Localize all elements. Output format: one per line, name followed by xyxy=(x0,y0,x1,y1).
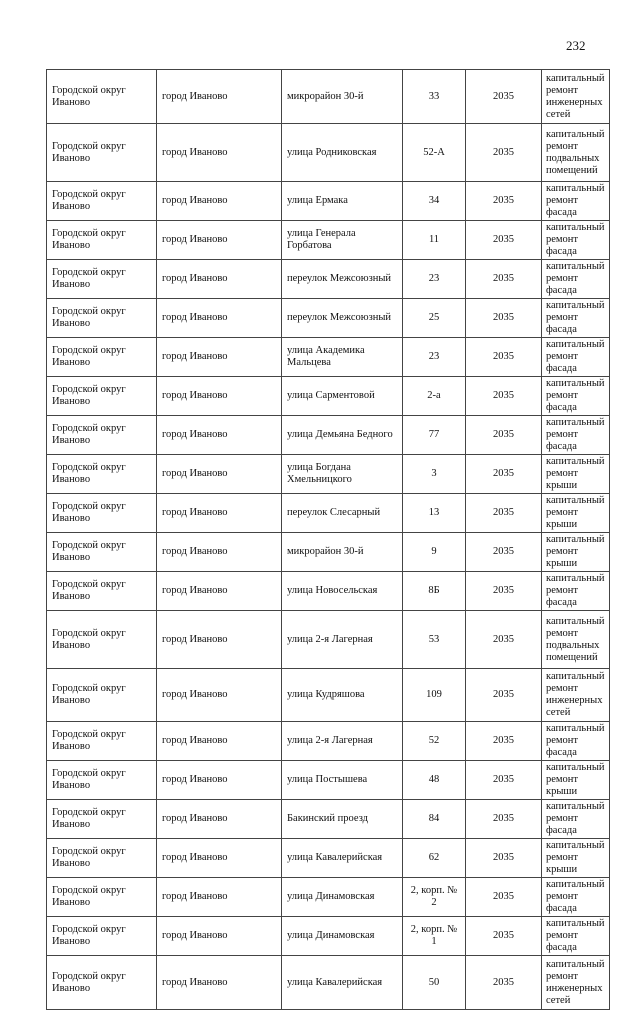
year-cell: 2035 xyxy=(466,611,542,669)
district-cell: Городской округ Иваново xyxy=(47,377,157,416)
street-cell: улица Родниковская xyxy=(282,124,403,182)
house-number-cell: 2, корп. № 1 xyxy=(403,917,466,956)
table-row xyxy=(47,377,610,416)
district-cell: Городской округ Иваново xyxy=(47,124,157,182)
street-cell: улица Генерала Горбатова xyxy=(282,221,403,260)
work-type-cell: капитальный ремонт крыши xyxy=(542,533,610,572)
district-cell: Городской округ Иваново xyxy=(47,611,157,669)
city-cell: город Иваново xyxy=(157,722,282,761)
work-type-cell: капитальный ремонт фасада xyxy=(542,878,610,917)
table-row xyxy=(47,839,610,878)
table-row xyxy=(47,182,610,221)
house-number-cell: 2-а xyxy=(403,377,466,416)
house-number-cell: 9 xyxy=(403,533,466,572)
year-cell: 2035 xyxy=(466,800,542,839)
table-row xyxy=(47,722,610,761)
work-type-cell: капитальный ремонт фасада xyxy=(542,299,610,338)
work-type-cell: капитальный ремонт фасада xyxy=(542,722,610,761)
district-cell: Городской округ Иваново xyxy=(47,260,157,299)
year-cell: 2035 xyxy=(466,956,542,1010)
house-number-cell: 77 xyxy=(403,416,466,455)
city-cell: город Иваново xyxy=(157,533,282,572)
house-number-cell: 48 xyxy=(403,761,466,800)
table-row xyxy=(47,572,610,611)
year-cell: 2035 xyxy=(466,839,542,878)
work-type-cell: капитальный ремонт фасада xyxy=(542,377,610,416)
page-number: 232 xyxy=(566,38,586,53)
district-cell: Городской округ Иваново xyxy=(47,70,157,124)
street-cell: переулок Межсоюзный xyxy=(282,260,403,299)
street-cell: улица 2-я Лагерная xyxy=(282,611,403,669)
street-cell: улица Кавалерийская xyxy=(282,839,403,878)
table-row xyxy=(47,800,610,839)
work-type-cell: капитальный ремонт фасада xyxy=(542,572,610,611)
year-cell: 2035 xyxy=(466,455,542,494)
house-number-cell: 2, корп. № 2 xyxy=(403,878,466,917)
table-row xyxy=(47,761,610,800)
table-row xyxy=(47,124,610,182)
city-cell: город Иваново xyxy=(157,839,282,878)
house-number-cell: 109 xyxy=(403,669,466,722)
work-type-cell: капитальный ремонт фасада xyxy=(542,221,610,260)
street-cell: улица Динамовская xyxy=(282,878,403,917)
district-cell: Городской округ Иваново xyxy=(47,221,157,260)
year-cell: 2035 xyxy=(466,878,542,917)
house-number-cell: 8Б xyxy=(403,572,466,611)
street-cell: улица Новосельская xyxy=(282,572,403,611)
work-type-cell: капитальный ремонт инженерных сетей xyxy=(542,956,610,1010)
city-cell: город Иваново xyxy=(157,669,282,722)
work-type-cell: капитальный ремонт фасада xyxy=(542,917,610,956)
year-cell: 2035 xyxy=(466,182,542,221)
city-cell: город Иваново xyxy=(157,416,282,455)
year-cell: 2035 xyxy=(466,494,542,533)
table-row xyxy=(47,70,610,124)
city-cell: город Иваново xyxy=(157,70,282,124)
city-cell: город Иваново xyxy=(157,260,282,299)
street-cell: Бакинский проезд xyxy=(282,800,403,839)
city-cell: город Иваново xyxy=(157,124,282,182)
street-cell: улица Богдана Хмельницкого xyxy=(282,455,403,494)
year-cell: 2035 xyxy=(466,533,542,572)
table-row xyxy=(47,533,610,572)
district-cell: Городской округ Иваново xyxy=(47,956,157,1010)
city-cell: город Иваново xyxy=(157,917,282,956)
city-cell: город Иваново xyxy=(157,572,282,611)
street-cell: улица Постышева xyxy=(282,761,403,800)
work-type-cell: капитальный ремонт фасада xyxy=(542,416,610,455)
district-cell: Городской округ Иваново xyxy=(47,761,157,800)
table-row xyxy=(47,956,610,1010)
city-cell: город Иваново xyxy=(157,221,282,260)
year-cell: 2035 xyxy=(466,416,542,455)
year-cell: 2035 xyxy=(466,917,542,956)
work-type-cell: капитальный ремонт подвальных помещений xyxy=(542,611,610,669)
district-cell: Городской округ Иваново xyxy=(47,572,157,611)
city-cell: город Иваново xyxy=(157,338,282,377)
house-number-cell: 11 xyxy=(403,221,466,260)
district-cell: Городской округ Иваново xyxy=(47,878,157,917)
street-cell: переулок Межсоюзный xyxy=(282,299,403,338)
work-type-cell: капитальный ремонт инженерных сетей xyxy=(542,669,610,722)
table-row xyxy=(47,917,610,956)
work-type-cell: капитальный ремонт крыши xyxy=(542,455,610,494)
table-row xyxy=(47,416,610,455)
work-type-cell: капитальный ремонт фасада xyxy=(542,338,610,377)
table-row xyxy=(47,611,610,669)
year-cell: 2035 xyxy=(466,669,542,722)
street-cell: улица Ермака xyxy=(282,182,403,221)
table-row xyxy=(47,338,610,377)
district-cell: Городской округ Иваново xyxy=(47,455,157,494)
year-cell: 2035 xyxy=(466,722,542,761)
table-row xyxy=(47,221,610,260)
year-cell: 2035 xyxy=(466,299,542,338)
district-cell: Городской округ Иваново xyxy=(47,839,157,878)
house-number-cell: 84 xyxy=(403,800,466,839)
house-number-cell: 34 xyxy=(403,182,466,221)
street-cell: микрорайон 30-й xyxy=(282,533,403,572)
work-type-cell: капитальный ремонт фасада xyxy=(542,260,610,299)
work-type-cell: капитальный ремонт крыши xyxy=(542,839,610,878)
table-row xyxy=(47,669,610,722)
year-cell: 2035 xyxy=(466,761,542,800)
house-number-cell: 23 xyxy=(403,338,466,377)
table-row xyxy=(47,878,610,917)
street-cell: улица Кавалерийская xyxy=(282,956,403,1010)
table-row xyxy=(47,494,610,533)
year-cell: 2035 xyxy=(466,572,542,611)
table-row xyxy=(47,455,610,494)
house-number-cell: 33 xyxy=(403,70,466,124)
district-cell: Городской округ Иваново xyxy=(47,494,157,533)
house-number-cell: 25 xyxy=(403,299,466,338)
house-number-cell: 53 xyxy=(403,611,466,669)
street-cell: микрорайон 30-й xyxy=(282,70,403,124)
street-cell: улица Кудряшова xyxy=(282,669,403,722)
house-number-cell: 50 xyxy=(403,956,466,1010)
table-row xyxy=(47,299,610,338)
house-number-cell: 52-А xyxy=(403,124,466,182)
house-number-cell: 13 xyxy=(403,494,466,533)
district-cell: Городской округ Иваново xyxy=(47,533,157,572)
city-cell: город Иваново xyxy=(157,299,282,338)
work-type-cell: капитальный ремонт фасада xyxy=(542,800,610,839)
city-cell: город Иваново xyxy=(157,455,282,494)
district-cell: Городской округ Иваново xyxy=(47,800,157,839)
street-cell: улица Сарментовой xyxy=(282,377,403,416)
repair-schedule-table xyxy=(46,69,610,1010)
city-cell: город Иваново xyxy=(157,956,282,1010)
street-cell: переулок Слесарный xyxy=(282,494,403,533)
district-cell: Городской округ Иваново xyxy=(47,669,157,722)
city-cell: город Иваново xyxy=(157,800,282,839)
city-cell: город Иваново xyxy=(157,182,282,221)
work-type-cell: капитальный ремонт инженерных сетей xyxy=(542,70,610,124)
house-number-cell: 62 xyxy=(403,839,466,878)
work-type-cell: капитальный ремонт подвальных помещений xyxy=(542,124,610,182)
house-number-cell: 23 xyxy=(403,260,466,299)
city-cell: город Иваново xyxy=(157,878,282,917)
district-cell: Городской округ Иваново xyxy=(47,338,157,377)
house-number-cell: 3 xyxy=(403,455,466,494)
table-body xyxy=(47,70,610,1010)
year-cell: 2035 xyxy=(466,377,542,416)
city-cell: город Иваново xyxy=(157,494,282,533)
district-cell: Городской округ Иваново xyxy=(47,182,157,221)
district-cell: Городской округ Иваново xyxy=(47,722,157,761)
street-cell: улица Демьяна Бедного xyxy=(282,416,403,455)
year-cell: 2035 xyxy=(466,260,542,299)
street-cell: улица 2-я Лагерная xyxy=(282,722,403,761)
year-cell: 2035 xyxy=(466,338,542,377)
street-cell: улица Академика Мальцева xyxy=(282,338,403,377)
street-cell: улица Динамовская xyxy=(282,917,403,956)
district-cell: Городской округ Иваново xyxy=(47,299,157,338)
work-type-cell: капитальный ремонт крыши xyxy=(542,761,610,800)
city-cell: город Иваново xyxy=(157,611,282,669)
year-cell: 2035 xyxy=(466,221,542,260)
district-cell: Городской округ Иваново xyxy=(47,416,157,455)
city-cell: город Иваново xyxy=(157,761,282,800)
work-type-cell: капитальный ремонт крыши xyxy=(542,494,610,533)
year-cell: 2035 xyxy=(466,70,542,124)
work-type-cell: капитальный ремонт фасада xyxy=(542,182,610,221)
city-cell: город Иваново xyxy=(157,377,282,416)
district-cell: Городской округ Иваново xyxy=(47,917,157,956)
house-number-cell: 52 xyxy=(403,722,466,761)
table-row xyxy=(47,260,610,299)
year-cell: 2035 xyxy=(466,124,542,182)
